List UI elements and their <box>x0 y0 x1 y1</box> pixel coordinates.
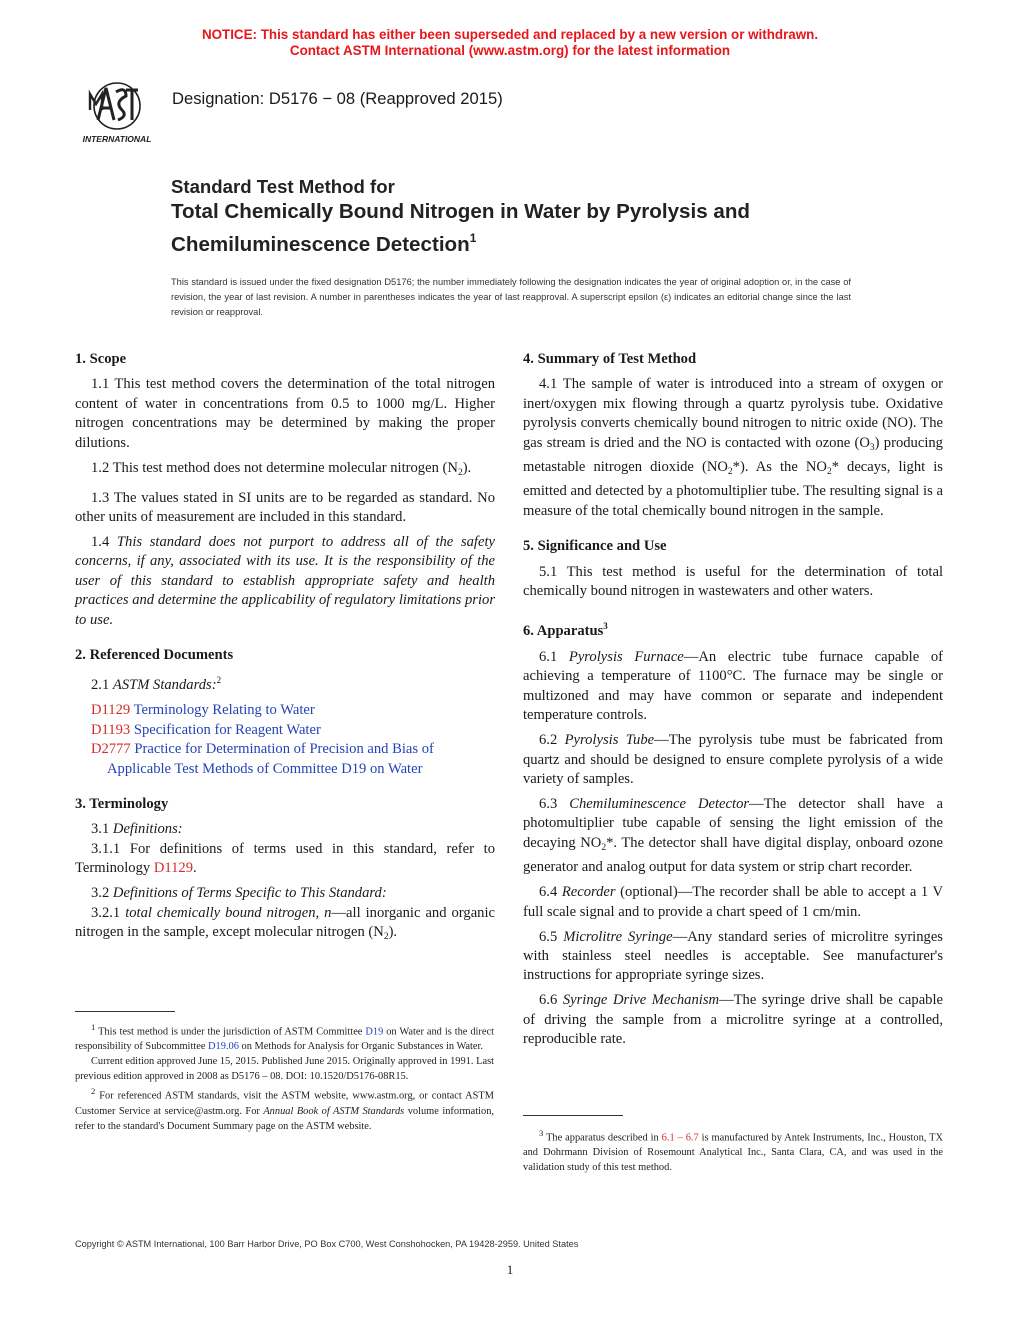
copyright: Copyright © ASTM International, 100 Barr Harbor Drive, PO Box C700, West Conshohocken, PA 19428-2959. United States <box>75 1239 579 1249</box>
footnote-3: $^3$ The apparatus described in 6.1 – 6.7 is manufactured by Antek Instruments, Inc., Houston, TX and Dohrmann Division of Rosemount Analytical Inc., Santa Clara, CA, and was used in the validation study of this test method. <box>523 1128 943 1174</box>
reference-item[interactable]: D2777 Practice for Determination of Precision and Bias of Applicable Test Methods of Committee D19 on Water <box>91 741 434 777</box>
issued-note: This standard is issued under the fixed designation D5176; the number immediately following the designation indicates the year of original adoption or, in the case of revision, the year of last revision. A number in parentheses indicates the year of last reapproval. A superscript epsilon (ε) indicates an editorial change since the last revision or reapproval. <box>171 277 851 317</box>
paragraph: 2.1 ASTM Standards:$^2$ <box>91 675 222 694</box>
section-significance <box>523 537 943 601</box>
paragraph: 3.2.1 total chemically bound nitrogen, n—all inorganic and organic nitrogen in the sample, except molecular nitrogen $(N_2)$. <box>75 904 496 942</box>
logo-text: INTERNATIONAL <box>82 134 152 144</box>
footnote-1-edition: Current edition approved June 15, 2015. Published June 2015. Originally approved in 1991. Last previous edition approved in 2008 as D5176 – 08. DOI: 10.1520/D5176-08R15. <box>75 1056 494 1083</box>
paragraph: 6.3 Chemiluminescence Detector—The detector shall have a photomultiplier tube capable of sensing the light emission of the decaying $NO_2*$. The detector shall have digital display, onboard ozone generator and analog output for data system or strip chart recorder. <box>523 795 944 876</box>
section-apparatus <box>523 617 943 1049</box>
paragraph: 1.2 This test method does not determine molecular nitrogen $(N_2)$. <box>91 459 472 478</box>
footnote-2: $^2$ For referenced ASTM standards, visit the ASTM website, www.astm.org, or contact ASTM Customer Service at service@astm.org. For Annual Book of ASTM Standards volume information, refer to the standard's Document Summary page on the ASTM website. <box>75 1086 494 1132</box>
paragraph: 3.1.1 For definitions of terms used in this standard, refer to Terminology D1129. <box>75 840 495 877</box>
paragraph: 1.3 The values stated in SI units are to be regarded as standard. No other units of measurement are included in this standard. <box>75 489 495 526</box>
reference-item[interactable]: D1129 Terminology Relating to Water <box>91 702 315 719</box>
footnote-1: $^1$ This test method is under the jurisdiction of ASTM Committee D19 on Water and is the direct responsibility of Subcommittee D19.06 on Methods for Analysis for Organic Substances in Water. <box>75 1022 494 1053</box>
section-referenced-documents <box>75 646 495 779</box>
page-number: 1 <box>506 1262 514 1277</box>
paragraph: 6.6 Syringe Drive Mechanism—The syringe drive shall be capable of driving the sample from a microlitre syringe at a controlled, reproducible rate. <box>523 992 943 1048</box>
reference-item[interactable]: D1193 Specification for Reagent Water <box>91 721 321 738</box>
section-heading: 4. Summary of Test Method <box>523 351 697 367</box>
left-column <box>75 350 495 963</box>
section-heading: 3. Terminology <box>75 795 169 812</box>
paragraph: 6.1 Pyrolysis Furnace—An electric tube furnace capable of achieving a temperature of 1100°C. The furnace may be single or multizoned and may have common or separate and independent temperature controls. <box>523 648 943 724</box>
section-heading: 5. Significance and Use <box>523 538 667 555</box>
title-line-3: Chemiluminescence Detection <box>171 233 470 256</box>
paragraph: 4.1 The sample of water is introduced into a stream of oxygen or inert/oxygen mix flowing through a quartz pyrolysis tube. Oxidative pyrolysis converts chemically bound nitrogen to nitric oxide (NO). The gas stream is dried and the NO is contacted with ozone $(O_3)$ producing metastable nitrogen dioxide $(NO_2*)$. As the $NO_2*$ decays, light is emitted and detected by a photomultiplier tube. The resulting signal is a measure of the total chemically bound nitrogen in the sample. <box>523 376 943 519</box>
document-title <box>171 175 931 258</box>
footnote-link[interactable]: D19.06 <box>208 1041 239 1053</box>
astm-logo-icon <box>76 80 158 146</box>
paragraph: 1.1 This test method covers the determination of the total nitrogen content of water in concentrations from 0.5 to 1000 mg/L. Higher nitrogen concentrations may be determined by making the proper dilutions. <box>75 376 495 451</box>
footnotes-left <box>75 1020 494 1134</box>
section-heading: 2. Referenced Documents <box>75 647 234 664</box>
footnote-divider <box>523 1115 623 1116</box>
paragraph: 1.4 This standard does not purport to address all of the safety concerns, if any, associated with its use. It is the responsibility of the user of this standard to establish appropriate safety and health practices and determine the applicability of regulatory limitations prior to use. <box>75 534 495 628</box>
right-column <box>523 350 943 1066</box>
title-line-1: Standard Test Method for <box>171 176 395 197</box>
paragraph: 3.2 Definitions of Terms Specific to This Standard: <box>91 885 387 902</box>
section-terminology <box>75 795 495 947</box>
footnote-link[interactable]: D19 <box>365 1026 384 1038</box>
title-footnote-mark: 1 <box>469 231 477 245</box>
section-scope <box>75 350 495 630</box>
footnote-link[interactable]: 6.1 – 6.7 <box>661 1132 699 1144</box>
designation: Designation: D5176 − 08 (Reapproved 2015) <box>172 89 503 108</box>
paragraph: 6.2 Pyrolysis Tube—The pyrolysis tube must be fabricated from quartz and should be designed to ensure complete pyrolysis of a wide variety of samples. <box>523 732 944 787</box>
footnotes-right <box>523 1126 943 1175</box>
notice-line-1: NOTICE: This standard has either been superseded and replaced by a new version or withdrawn. <box>201 27 819 42</box>
paragraph: 6.4 Recorder (optional)—The recorder shall be able to accept a 1 V full scale signal and to provide a chart speed of 1 cm/min. <box>523 884 943 920</box>
paragraph: 6.5 Microlitre Syringe—Any standard series of microlitre syringes with stainless steel needles is acceptable. See manufacturer's instructions for appropriate syringe sizes. <box>523 928 943 984</box>
paragraph: 3.1 Definitions: <box>91 821 183 838</box>
section-heading: 6. Apparatus$^3$ <box>523 621 608 640</box>
paragraph: 5.1 This test method is useful for the determination of total chemically bound nitrogen in wastewaters and other waters. <box>523 563 943 600</box>
section-summary <box>523 350 943 521</box>
withdrawn-notice <box>0 27 1020 59</box>
title-line-2: Total Chemically Bound Nitrogen in Water by Pyrolysis and <box>171 200 751 223</box>
section-heading: 1. Scope <box>75 351 127 367</box>
terminology-link[interactable]: D1129 <box>153 860 194 877</box>
notice-line-2: Contact ASTM International (www.astm.org) for the latest information <box>289 43 731 58</box>
footnote-divider <box>75 1011 175 1012</box>
